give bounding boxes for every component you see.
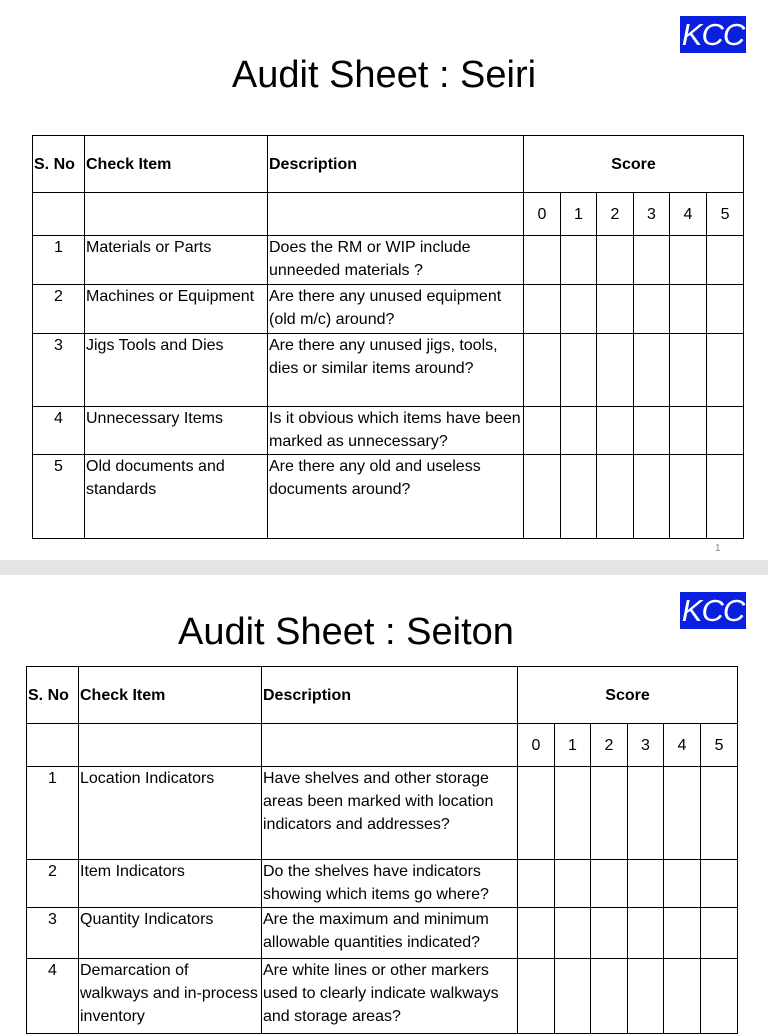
row-sno: 3	[33, 334, 85, 407]
header-check-item: Check Item	[85, 136, 268, 193]
score-cell[interactable]	[561, 236, 597, 285]
score-cell[interactable]	[707, 334, 744, 407]
table-header-row	[27, 667, 738, 724]
score-level-0: 0	[518, 724, 555, 767]
score-cell[interactable]	[597, 236, 634, 285]
score-cell[interactable]	[591, 959, 628, 1034]
row-description: Are there any old and useless documents around?	[268, 455, 524, 539]
slide-divider	[0, 560, 768, 575]
page-number: 1	[715, 543, 721, 554]
audit-table-seiton	[26, 666, 738, 1034]
score-cell[interactable]	[591, 767, 628, 860]
score-cell[interactable]	[670, 407, 707, 455]
score-cell[interactable]	[634, 334, 670, 407]
row-check-item: Old documents and standards	[85, 455, 268, 539]
score-cell[interactable]	[518, 767, 555, 860]
score-cell[interactable]	[518, 860, 555, 908]
slide-title: Audit Sheet : Seiri	[231, 54, 537, 96]
score-cell[interactable]	[670, 285, 707, 334]
row-check-item: Machines or Equipment	[85, 285, 268, 334]
table-row	[27, 767, 738, 860]
table-row	[33, 236, 744, 285]
score-cell[interactable]	[524, 455, 561, 539]
score-cell[interactable]	[664, 860, 701, 908]
score-cell[interactable]	[555, 860, 591, 908]
score-level-2: 2	[591, 724, 628, 767]
score-cell[interactable]	[628, 860, 664, 908]
score-cell[interactable]	[628, 908, 664, 959]
score-level-5: 5	[701, 724, 738, 767]
score-level-4: 4	[670, 193, 707, 236]
score-level-3: 3	[628, 724, 664, 767]
score-cell[interactable]	[597, 407, 634, 455]
row-sno: 5	[33, 455, 85, 539]
row-check-item: Demarcation of walkways and in-process inventory	[79, 959, 262, 1034]
table-row	[27, 860, 738, 908]
row-description: Have shelves and other storage areas been marked with location indicators and addresses?	[262, 767, 518, 860]
score-cell[interactable]	[634, 455, 670, 539]
score-cell[interactable]	[707, 407, 744, 455]
score-cell[interactable]	[524, 285, 561, 334]
row-description: Are the maximum and minimum allowable quantities indicated?	[262, 908, 518, 959]
row-description: Are white lines or other markers used to clearly indicate walkways and storage areas?	[262, 959, 518, 1034]
score-cell[interactable]	[591, 908, 628, 959]
row-check-item: Quantity Indicators	[79, 908, 262, 959]
score-level-1: 1	[555, 724, 591, 767]
score-levels-row	[27, 724, 738, 767]
score-cell[interactable]	[561, 407, 597, 455]
score-cell[interactable]	[634, 285, 670, 334]
score-level-3: 3	[634, 193, 670, 236]
header-description: Description	[268, 136, 524, 193]
kcc-logo: KCC	[681, 17, 745, 52]
score-cell[interactable]	[555, 959, 591, 1034]
row-sno: 4	[33, 407, 85, 455]
table-row	[33, 285, 744, 334]
score-cell[interactable]	[597, 285, 634, 334]
score-cell[interactable]	[670, 334, 707, 407]
table-header-row	[33, 136, 744, 193]
score-cell[interactable]	[555, 767, 591, 860]
score-cell[interactable]	[707, 455, 744, 539]
row-check-item: Location Indicators	[79, 767, 262, 860]
row-check-item: Jigs Tools and Dies	[85, 334, 268, 407]
table-row	[27, 959, 738, 1034]
row-description: Are there any unused equipment (old m/c) around?	[268, 285, 524, 334]
table-row	[33, 407, 744, 455]
score-cell[interactable]	[561, 455, 597, 539]
header-score: Score	[518, 667, 738, 724]
slide-seiton	[0, 575, 768, 1024]
kcc-logo: KCC	[681, 593, 745, 628]
row-sno: 1	[27, 767, 79, 860]
row-sno: 1	[33, 236, 85, 285]
table-row	[33, 455, 744, 539]
score-cell[interactable]	[634, 407, 670, 455]
row-check-item: Item Indicators	[79, 860, 262, 908]
row-sno: 2	[27, 860, 79, 908]
score-level-2: 2	[597, 193, 634, 236]
header-score: Score	[524, 136, 744, 193]
score-cell[interactable]	[701, 767, 738, 860]
score-cell[interactable]	[597, 334, 634, 407]
score-cell[interactable]	[670, 455, 707, 539]
score-cell[interactable]	[670, 236, 707, 285]
score-cell[interactable]	[591, 860, 628, 908]
score-cell[interactable]	[707, 285, 744, 334]
table-row	[27, 908, 738, 959]
header-check-item: Check Item	[79, 667, 262, 724]
score-cell[interactable]	[628, 959, 664, 1034]
slide-title: Audit Sheet : Seiton	[178, 611, 514, 653]
score-cell[interactable]	[707, 236, 744, 285]
score-cell[interactable]	[634, 236, 670, 285]
score-level-4: 4	[664, 724, 701, 767]
score-cell[interactable]	[555, 908, 591, 959]
audit-table-seiri	[32, 135, 744, 539]
score-cell[interactable]	[561, 334, 597, 407]
row-check-item: Unnecessary Items	[85, 407, 268, 455]
score-cell[interactable]	[524, 407, 561, 455]
score-cell[interactable]	[597, 455, 634, 539]
row-description: Do the shelves have indicators showing which items go where?	[262, 860, 518, 908]
row-description: Is it obvious which items have been marked as unnecessary?	[268, 407, 524, 455]
score-cell[interactable]	[628, 767, 664, 860]
score-cell[interactable]	[518, 959, 555, 1034]
header-description: Description	[262, 667, 518, 724]
table-row	[33, 334, 744, 407]
score-cell[interactable]	[518, 908, 555, 959]
score-cell[interactable]	[664, 908, 701, 959]
row-check-item: Materials or Parts	[85, 236, 268, 285]
header-sno: S. No	[27, 667, 79, 724]
score-level-1: 1	[561, 193, 597, 236]
row-sno: 2	[33, 285, 85, 334]
score-levels-row	[33, 193, 744, 236]
score-cell[interactable]	[561, 285, 597, 334]
row-description: Are there any unused jigs, tools, dies or similar items around?	[268, 334, 524, 407]
row-sno: 3	[27, 908, 79, 959]
row-description: Does the RM or WIP include unneeded materials ?	[268, 236, 524, 285]
score-cell[interactable]	[701, 959, 738, 1034]
score-level-0: 0	[524, 193, 561, 236]
score-cell[interactable]	[664, 767, 701, 860]
score-cell[interactable]	[524, 236, 561, 285]
score-cell[interactable]	[701, 860, 738, 908]
score-cell[interactable]	[701, 908, 738, 959]
score-cell[interactable]	[524, 334, 561, 407]
row-sno: 4	[27, 959, 79, 1034]
score-level-5: 5	[707, 193, 744, 236]
score-cell[interactable]	[664, 959, 701, 1034]
header-sno: S. No	[33, 136, 85, 193]
